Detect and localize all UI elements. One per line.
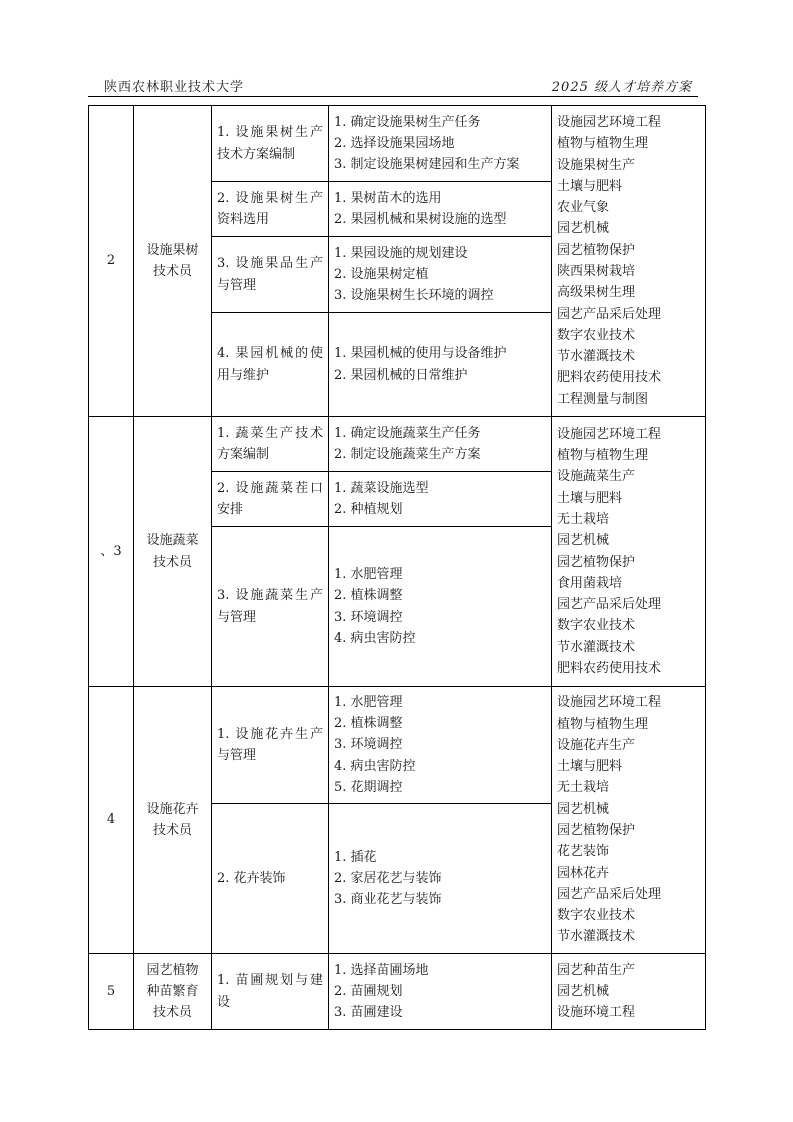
course-item: 园艺机械: [557, 983, 610, 999]
job-position-line: 设施果树: [146, 242, 199, 258]
course-item: 节水灌溉技术: [557, 639, 636, 655]
work-content: [329, 804, 552, 954]
work-content: [329, 237, 552, 313]
course-item: 数字农业技术: [557, 618, 636, 634]
work-task: 1. 设施果树生产技术方案编制: [212, 106, 329, 182]
work-content-item: 2. 苗圃规划: [334, 983, 403, 999]
course-item: 数字农业技术: [557, 908, 636, 924]
course-item: 肥料农药使用技术: [557, 660, 662, 676]
header-rule: [88, 96, 698, 97]
work-content-item: 3. 苗圃建设: [334, 1005, 403, 1021]
course-item: 农业气象: [557, 200, 610, 216]
course-item: 园林花卉: [557, 865, 610, 881]
work-content-item: 2. 植株调整: [334, 588, 403, 604]
row-number: 、3: [89, 417, 134, 687]
job-position: [134, 106, 212, 417]
work-content-item: 1. 水肥管理: [334, 694, 403, 710]
work-content: [329, 106, 552, 182]
work-task: 1. 设施花卉生产与管理: [212, 687, 329, 804]
job-position: [134, 954, 212, 1030]
work-content-item: 4. 病虫害防控: [334, 758, 416, 774]
work-content: [329, 527, 552, 687]
work-content: [329, 472, 552, 527]
work-content-item: 1. 果树苗木的选用: [334, 190, 442, 206]
work-content-item: 2. 种植规划: [334, 502, 403, 517]
work-content-item: 2. 选择设施果园场地: [334, 135, 455, 151]
course-item: 设施花卉生产: [557, 737, 636, 753]
course-item: 园艺植物保护: [557, 242, 636, 258]
course-item: 土壤与肥料: [557, 759, 623, 775]
work-task: 3. 设施蔬菜生产与管理: [212, 527, 329, 687]
course-item: 园艺植物保护: [557, 823, 636, 838]
work-content-item: 1. 水肥管理: [334, 566, 403, 582]
course-item: 设施园艺环境工程: [557, 426, 662, 442]
course-item: 园艺产品采后处理: [557, 597, 662, 613]
work-content-item: 2. 植株调整: [334, 716, 403, 732]
work-content-item: 1. 确定设施蔬菜生产任务: [334, 425, 481, 441]
course-item: 数字农业技术: [557, 327, 636, 343]
work-content-item: 4. 病虫害防控: [334, 630, 416, 646]
work-content-item: 5. 花期调控: [334, 779, 403, 795]
work-content-item: 1. 果园机械的使用与设备维护: [334, 346, 507, 362]
job-position-line: 技术员: [152, 1005, 192, 1021]
course-item: 高级果树生理: [557, 285, 636, 301]
course-item: 设施园艺环境工程: [557, 695, 662, 711]
job-task-table: [88, 105, 706, 1030]
course-item: 设施蔬菜生产: [557, 469, 636, 485]
course-item: 设施园艺环境工程: [557, 114, 662, 130]
course-item: 节水灌溉技术: [557, 929, 636, 945]
course-item: 园艺机械: [557, 533, 610, 549]
course-item: 土壤与肥料: [557, 178, 623, 194]
work-content-item: 1. 插花: [334, 849, 377, 865]
related-courses: [552, 106, 706, 417]
work-content-item: 2. 设施果树定植: [334, 266, 429, 282]
course-item: 土壤与肥料: [557, 490, 623, 506]
table-row: [89, 687, 706, 804]
course-item: 植物与植物生理: [557, 716, 649, 732]
work-content: [329, 687, 552, 804]
work-content-item: 1. 果园设施的规划建设: [334, 245, 468, 261]
course-item: 陕西果树栽培: [557, 264, 636, 279]
work-content-item: 1. 确定设施果树生产任务: [334, 114, 481, 130]
course-item: 园艺种苗生产: [557, 962, 636, 978]
work-content: [329, 182, 552, 237]
work-task: 2. 设施蔬菜茬口安排: [212, 472, 329, 527]
course-item: 园艺机械: [557, 801, 610, 817]
work-task: 3. 设施果品生产与管理: [212, 237, 329, 313]
work-content: [329, 954, 552, 1030]
related-courses: [552, 417, 706, 687]
work-task: 1. 苗圃规划与建设: [212, 954, 329, 1030]
course-item: 设施环境工程: [557, 1005, 636, 1021]
row-number: 2: [89, 106, 134, 417]
course-item: 设施果树生产: [557, 157, 636, 173]
work-content-item: 3. 商业花艺与装饰: [334, 892, 442, 908]
job-position-line: 种苗繁育: [146, 983, 199, 999]
job-position: [134, 687, 212, 954]
job-position: [134, 417, 212, 687]
job-position-line: 技术员: [152, 823, 192, 838]
course-item: 植物与植物生理: [557, 136, 649, 152]
work-content-item: 2. 制定设施蔬菜生产方案: [334, 447, 481, 462]
row-number: 4: [89, 687, 134, 954]
work-task: 2. 设施果树生产资料选用: [212, 182, 329, 237]
course-item: 食用菌栽培: [557, 575, 623, 591]
header-plan-title: 2025 级人才培养方案: [551, 80, 692, 95]
course-item: 园艺产品采后处理: [557, 306, 662, 322]
course-item: 节水灌溉技术: [557, 349, 636, 365]
work-content-item: 2. 家居花艺与装饰: [334, 870, 442, 886]
job-position-line: 园艺植物: [146, 962, 199, 978]
work-content-item: 3. 制定设施果树建园和生产方案: [334, 157, 520, 173]
course-item: 无土栽培: [557, 511, 610, 527]
work-content-item: 3. 环境调控: [334, 737, 403, 753]
row-number: 5: [89, 954, 134, 1030]
work-content: [329, 417, 552, 472]
work-content-item: 1. 蔬菜设施选型: [334, 480, 429, 496]
course-item: 肥料农药使用技术: [557, 370, 662, 386]
job-position-line: 技术员: [152, 554, 192, 570]
course-item: 园艺产品采后处理: [557, 886, 662, 902]
course-item: 花艺装饰: [557, 844, 610, 860]
work-content-item: 3. 环境调控: [334, 609, 403, 625]
work-task: 4. 果园机械的使用与维护: [212, 313, 329, 417]
course-item: 工程测量与制图: [557, 391, 649, 407]
job-position-line: 设施蔬菜: [146, 533, 199, 549]
course-item: 园艺植物保护: [557, 554, 636, 570]
related-courses: [552, 687, 706, 954]
table-row: [89, 417, 706, 472]
table-row: [89, 954, 706, 1030]
job-position-line: 技术员: [152, 264, 192, 279]
work-content: [329, 313, 552, 417]
work-content-item: 3. 设施果树生长环境的调控: [334, 288, 494, 304]
work-task: 2. 花卉装饰: [212, 804, 329, 954]
work-content-item: 2. 果园机械和果树设施的选型: [334, 212, 507, 227]
work-task: 1. 蔬菜生产技术方案编制: [212, 417, 329, 472]
work-content-item: 1. 选择苗圃场地: [334, 962, 429, 978]
course-item: 植物与植物生理: [557, 448, 649, 464]
header-school-name: 陕西农林职业技术大学: [104, 80, 245, 95]
job-position-line: 设施花卉: [146, 801, 199, 817]
course-item: 园艺机械: [557, 221, 610, 237]
table-row: [89, 106, 706, 182]
work-content-item: 2. 果园机械的日常维护: [334, 367, 468, 383]
related-courses: [552, 954, 706, 1030]
course-item: 无土栽培: [557, 780, 610, 796]
